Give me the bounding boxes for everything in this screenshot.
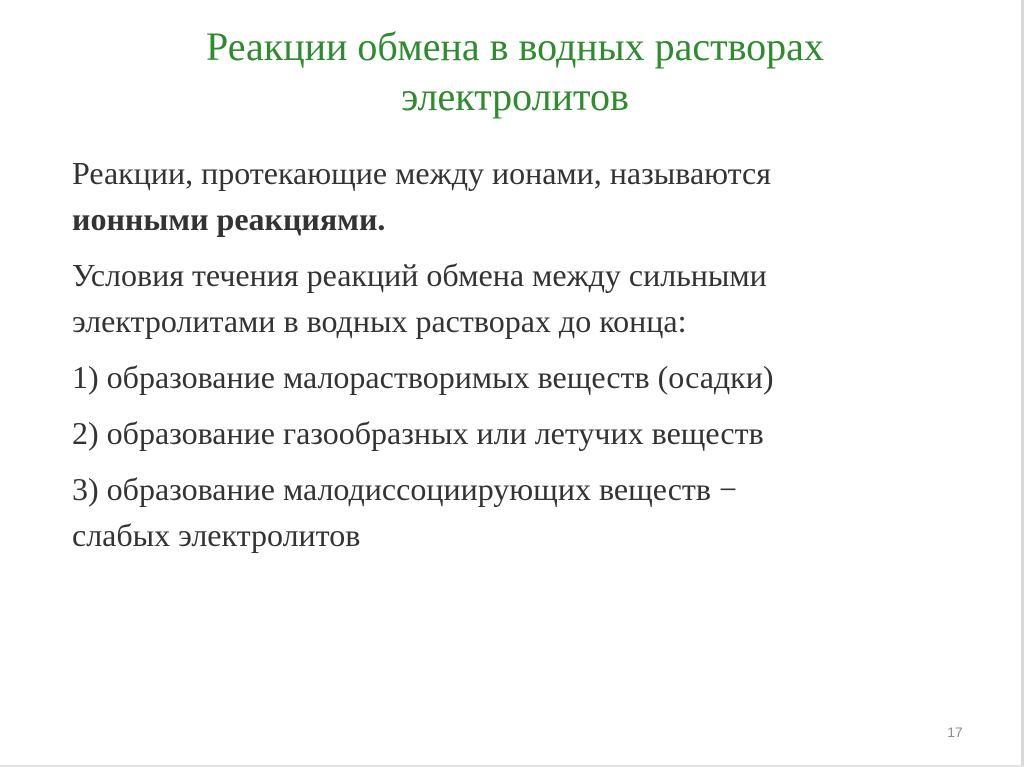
condition-item-3-line-1: 3) образование малодиссоциирующих веществ − [72,471,738,507]
definition-paragraph [72,150,972,242]
slide-title-line-1: Реакции обмена в водных растворах [206,24,824,69]
definition-line-1: Реакции, протекающие между ионами, называются [72,155,771,191]
conditions-paragraph [72,252,972,344]
definition-term: ионными реакциями. [72,201,386,237]
condition-item-1 [72,354,972,400]
condition-item-2-text: 2) образование газообразных или летучих веществ [72,415,764,451]
condition-item-3 [72,466,972,558]
conditions-line-1: Условия течения реакций обмена между сильными [72,257,767,293]
page-number: 17 [947,724,963,740]
condition-item-1-text: 1) образование малорастворимых веществ (осадки) [72,359,774,395]
slide-title-line-2: электролитов [401,74,629,119]
conditions-line-2: электролитами в водных растворах до конца: [72,303,687,339]
slide-body [72,150,972,568]
slide-title [100,22,930,122]
condition-item-2 [72,410,972,456]
condition-item-3-line-2: слабых электролитов [72,517,361,553]
